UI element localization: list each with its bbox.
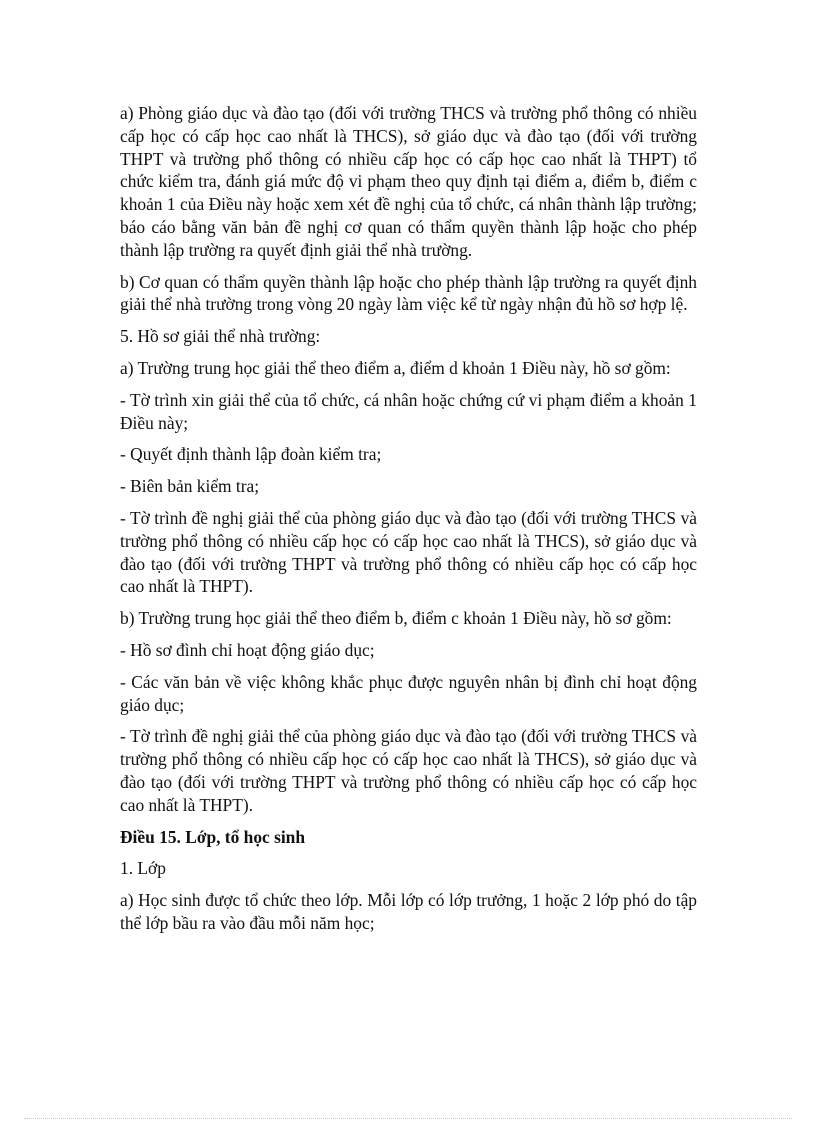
list-item-unresolved-documents: - Các văn bản về việc không khắc phục được nguyên nhân bị đình chỉ hoạt động giáo dục; [120, 671, 697, 715]
list-item-inspection-record: - Biên bản kiểm tra; [120, 476, 260, 497]
list-item-request-letter: - Tờ trình xin giải thể của tổ chức, cá nhân hoặc chứng cứ vi phạm điểm a khoản 1 Điều này; [120, 389, 697, 433]
list-item-inspection-team-decision: - Quyết định thành lập đoàn kiểm tra; [120, 444, 382, 465]
paragraph-1a-class: a) Học sinh được tổ chức theo lớp. Mỗi lớp có lớp trưởng, 1 hoặc 2 lớp phó do tập thể lớp bầu ra vào đầu mỗi năm học; [120, 890, 697, 933]
paragraph-1-class: 1. Lớp [120, 858, 166, 879]
paragraph-5a-dossier: a) Trường trung học giải thể theo điểm a, điểm d khoản 1 Điều này, hồ sơ gồm: [120, 357, 671, 378]
list-item-suspension-record: - Hồ sơ đình chỉ hoạt động giáo dục; [120, 639, 375, 660]
document-page [120, 102, 697, 944]
paragraph-5b-dossier: b) Trường trung học giải thể theo điểm b, điểm c khoản 1 Điều này, hồ sơ gồm: [120, 608, 672, 629]
paragraph-4b-decision: b) Cơ quan có thẩm quyền thành lập hoặc cho phép thành lập trường ra quyết định giải thể nhà trường trong vòng 20 ngày làm việc kể từ ngày nhận đủ hồ sơ hợp lệ. [120, 271, 697, 315]
article-15-heading: Điều 15. Lớp, tổ học sinh [120, 826, 306, 847]
paragraph-4a-inspection: a) Phòng giáo dục và đào tạo (đối với trường THCS và trường phổ thông có nhiều cấp học có cấp học cao nhất là THCS), sở giáo dục và đào tạo (đối với trường THPT và trường phổ thông có nhiều cấp học có cấp học cao nhất là THPT) tổ chức kiểm tra, đánh giá mức độ vi phạm theo quy định tại điểm a, điểm b, điểm c khoản 1 của Điều này hoặc xem xét đề nghị của tổ chức, cá nhân thành lập trường; báo cáo bằng văn bản đề nghị cơ quan có thẩm quyền thành lập hoặc cho phép thành lập trường ra quyết định giải thể nhà trường. [120, 103, 697, 260]
page-bottom-divider [24, 1118, 792, 1119]
list-item-proposal-letter-b: - Tờ trình đề nghị giải thể của phòng giáo dục và đào tạo (đối với trường THCS và trường phổ thông có nhiều cấp học có cấp học cao nhất là THCS), sở giáo dục và đào tạo (đối với trường THPT và trường phổ thông có nhiều cấp học có cấp học cao nhất là THPT). [120, 726, 697, 815]
list-item-proposal-letter: - Tờ trình đề nghị giải thể của phòng giáo dục và đào tạo (đối với trường THCS và trường phổ thông có nhiều cấp học có cấp học cao nhất là THCS), sở giáo dục và đào tạo (đối với trường THPT và trường phổ thông có nhiều cấp học có cấp học cao nhất là THPT). [120, 507, 697, 597]
paragraph-5-dossier: 5. Hồ sơ giải thể nhà trường: [120, 326, 321, 347]
